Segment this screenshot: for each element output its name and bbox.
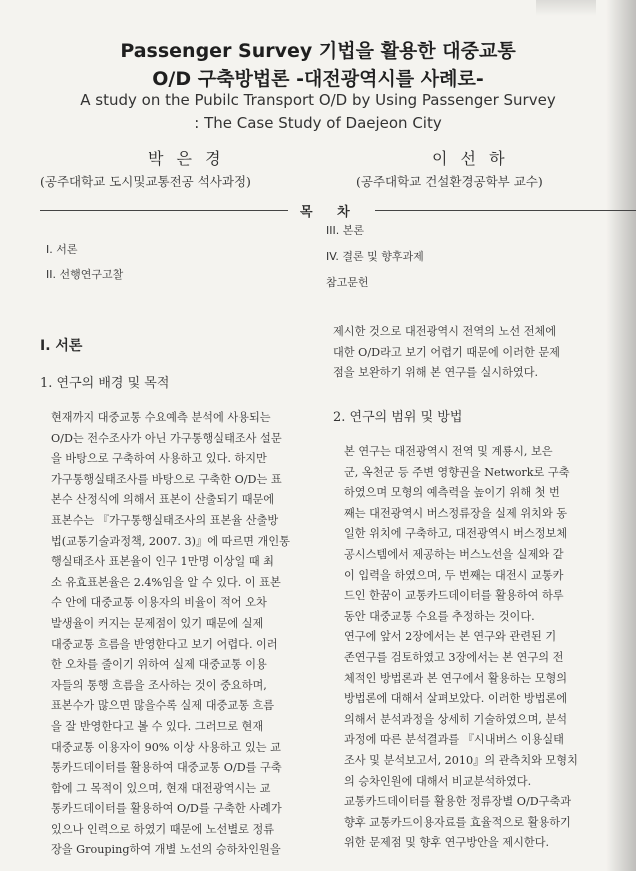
- toc-item: 참고문헌: [326, 276, 369, 289]
- toc-rule-left: [40, 210, 288, 211]
- text-line: 을 바탕으로 구축하여 사용하고 있다. 하지만: [51, 452, 267, 466]
- text-line: 조사 및 분석보고서, 2010』의 관측치와 모형치: [344, 753, 578, 767]
- title-line-1: Passenger Survey 기법을 활용한 대중교통: [120, 40, 516, 62]
- text-line: 향후 교통카드이용자료를 효율적으로 활용하기: [344, 815, 571, 829]
- toc-item: II. 선행연구고찰: [46, 268, 124, 281]
- scope-paragraph-1: [333, 442, 609, 627]
- text-line: 표본수는 『가구통행실태조사의 표본율 산출방: [51, 513, 279, 527]
- text-line: 있으나 인력으로 하였기 때문에 노선별로 정류: [51, 822, 275, 836]
- text-line: 법(교통기술과정책, 2007. 3)』에 따르면 개인통: [51, 534, 290, 548]
- toc-item: I. 서론: [46, 243, 78, 256]
- text-line: 이 입력을 하였으며, 두 번째는 대전시 교통카: [344, 568, 564, 582]
- right-column-text: [333, 442, 609, 854]
- text-line: 일한 위치에 구축하고, 대전광역시 버스정보체: [344, 527, 568, 541]
- subtitle-line-1: A study on the Pubilc Transport O/D by Using Passenger Survey: [80, 91, 556, 109]
- text-line: 본 연구는 대전광역시 전역 및 계룡시, 보은: [344, 445, 553, 458]
- text-line: 교통카드데이터를 활용한 정류장별 O/D구축과: [344, 795, 572, 809]
- text-line: 의해서 분석과정을 상세히 기술하였으며, 분석: [344, 712, 568, 726]
- text-line: 자들의 통행 흐름을 조사하는 것이 중요하며,: [51, 678, 267, 692]
- text-line: 드인 한꿈이 교통카드데이터를 활용하여 하루: [344, 589, 564, 603]
- page-corner-shadow: [536, 0, 596, 16]
- text-line: 동안 대중교통 수요를 추정하는 것이다.: [344, 609, 535, 623]
- section-heading-intro: I. 서론: [40, 338, 83, 354]
- subtitle-line-2: : The Case Study of Daejeon City: [194, 114, 442, 132]
- toc-title: 목 차: [300, 205, 360, 220]
- right-column-top-text: [333, 322, 609, 384]
- intro-paragraph-continued: [333, 322, 609, 384]
- text-line: 현재까지 대중교통 수요예측 분석에 사용되는: [51, 411, 271, 424]
- text-line: 군, 옥천군 등 주변 영향권을 Network로 구축: [344, 465, 570, 479]
- text-line: 발생율이 커지는 문제점이 있기 때문에 실제: [51, 616, 264, 630]
- text-line: 소 유효표본율은 2.4%임을 알 수 있다. 이 표본: [51, 575, 281, 589]
- text-line: 대중교통 흐름을 반영한다고 보기 어렵다. 이러: [51, 637, 278, 651]
- text-line: 본수 산정식에 의해서 표본이 산출되기 때문에: [51, 493, 275, 507]
- text-line: 체적인 방법론과 본 연구에서 활용하는 모형의: [344, 671, 568, 685]
- scope-paragraph-2: [333, 627, 609, 792]
- scope-paragraph-3: [333, 792, 609, 854]
- author-1-name: 박 은 경: [148, 149, 225, 168]
- text-line: 제시한 것으로 대전광역시 전역의 노선 전체에: [333, 325, 557, 338]
- text-line: 행실태조사 표본율이 인구 1만명 이상일 때 최: [51, 555, 274, 569]
- toc-item: IV. 결론 및 향후과제: [326, 250, 424, 263]
- text-line: 통카드데이터를 활용하여 대중교통 O/D를 구축: [51, 761, 282, 775]
- text-line: 통카드데이터를 활용하여 O/D를 구축한 사례가: [51, 802, 282, 816]
- text-line: 대중교통 이용자이 90% 이상 사용하고 있는 교: [51, 740, 281, 754]
- text-line: 공시스템에서 제공하는 버스노선을 실제와 같: [344, 547, 564, 561]
- intro-paragraph: [40, 408, 308, 861]
- toc-rule-right: [375, 210, 636, 211]
- text-line: 표본수가 많으면 많을수록 실제 대중교통 흐름: [51, 699, 275, 713]
- text-line: 과정에 따른 분석결과를 『시내버스 이용실태: [344, 733, 564, 747]
- text-line: 째는 대전광역시 버스정류장을 실제 위치와 동: [344, 506, 568, 520]
- text-line: 점을 보완하기 위해 본 연구를 실시하였다.: [333, 366, 539, 380]
- subsection-heading-scope: 2. 연구의 범위 및 방법: [333, 410, 463, 425]
- text-line: 의 승차인원에 대해서 비교분석하였다.: [344, 774, 532, 788]
- text-line: 하였으며 모형의 예측력을 높이기 위해 첫 번: [344, 486, 560, 500]
- author-2-affiliation: (공주대학교 건설환경공학부 교수): [356, 174, 543, 189]
- subsection-heading-background: 1. 연구의 배경 및 목적: [40, 376, 170, 391]
- text-line: 수 안에 대중교통 이용자의 비율이 적어 오차: [51, 596, 267, 610]
- left-column-text: [40, 408, 308, 861]
- text-line: 을 잘 반영한다고 볼 수 있다. 그러므로 현재: [51, 719, 264, 733]
- text-line: 가구통행실태조사를 바탕으로 구축한 O/D는 표: [51, 472, 282, 486]
- author-1-affiliation: (공주대학교 도시및교통전공 석사과정): [40, 174, 251, 189]
- text-line: 한 오차를 줄이기 위하여 실제 대중교통 이용: [51, 658, 267, 672]
- toc-item: III. 본론: [326, 224, 364, 237]
- text-line: 위한 문제점 및 향후 연구방안을 제시한다.: [344, 836, 550, 850]
- text-line: 연구에 앞서 2장에서는 본 연구와 관련된 기: [344, 630, 557, 644]
- title-line-2: O/D 구축방법론 -대전광역시를 사례로-: [152, 68, 484, 90]
- text-line: 장을 Grouping하여 개별 노선의 승하차인원을: [51, 843, 281, 857]
- text-line: 함에 그 목적이 있으며, 현재 대전광역시는 교: [51, 781, 271, 795]
- text-line: 대한 O/D라고 보기 어렵기 때문에 이러한 문제: [333, 345, 560, 359]
- text-line: 존연구를 검토하였고 3장에서는 본 연구의 전: [344, 650, 564, 664]
- author-2-name: 이 선 하: [432, 149, 509, 168]
- text-line: 방법론에 대해서 살펴보았다. 이러한 방법론에: [344, 692, 568, 706]
- text-line: O/D는 전수조사가 아닌 가구통행실태조사 설문: [51, 431, 282, 445]
